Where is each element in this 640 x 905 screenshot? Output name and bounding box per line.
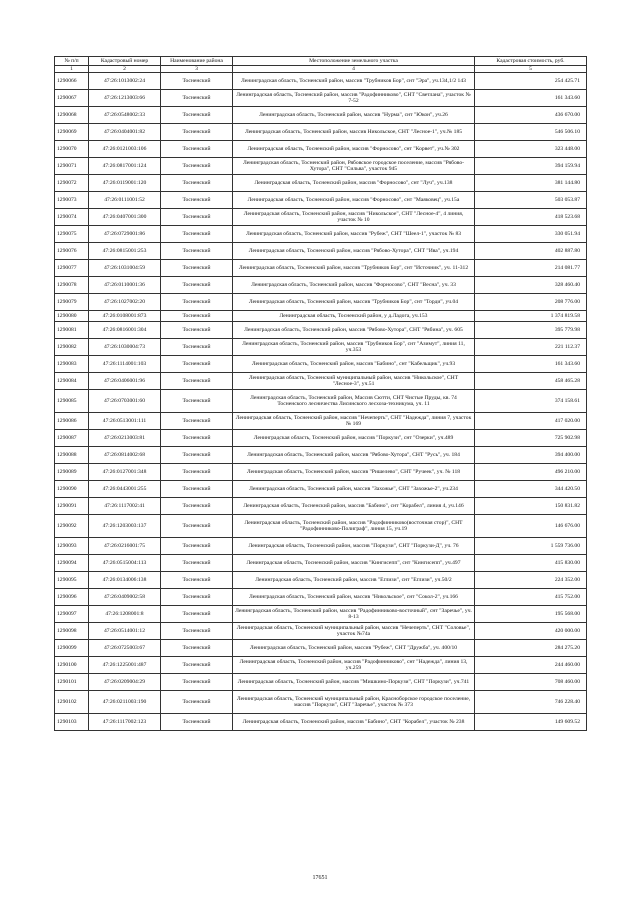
row-number-cell: 1290079: [55, 294, 89, 311]
row-number-cell: 1290078: [55, 277, 89, 294]
cadastral-value-cell: 1 374 819.58: [475, 311, 587, 322]
district-cell: Тосненский: [161, 498, 233, 515]
location-cell: Ленинградская область, Тосненский район, Массив Сютти, СНТ Чистые Пруды, кв. 74 Тосненского лесничества Лисинского лесхоза-техникума, уч. 11: [233, 390, 475, 413]
district-cell: Тосненский: [161, 322, 233, 339]
table-row: [55, 606, 587, 623]
cadastral-value-cell: 725 902.98: [475, 430, 587, 447]
row-number-cell: 1290086: [55, 413, 89, 430]
location-cell: Ленинградская область, Тосненский район, массив "Ришелево", СНТ "Ручеек", уч. № 118: [233, 464, 475, 481]
district-cell: Тосненский: [161, 464, 233, 481]
location-cell: Ленинградская область, Тосненский муниципальный район, Красноборское городское поселение, массив "Поркузи", СНТ "Заречье", участок № 373: [233, 691, 475, 714]
district-cell: Тосненский: [161, 481, 233, 498]
cadastral-number-cell: 47:26:0725003:67: [89, 640, 161, 657]
location-cell: Ленинградская область, Тосненский район, массив "Форносово", снт "Луч", уч.138: [233, 175, 475, 192]
row-number-cell: 1290069: [55, 124, 89, 141]
row-number-cell: 1290068: [55, 107, 89, 124]
table-row: [55, 243, 587, 260]
location-cell: Ленинградская область, Тосненский район, массив "Радофинниково-восточный", снт "Заречье", уч. 8-13: [233, 606, 475, 623]
row-number-cell: 1290072: [55, 175, 89, 192]
row-number-cell: 1290077: [55, 260, 89, 277]
location-cell: Ленинградская область, Тосненский район, массив "Бабино", СНТ "Корабел", участок № 238: [233, 714, 475, 731]
cadastral-value-cell: 395 779.98: [475, 322, 587, 339]
row-number-cell: 1290100: [55, 657, 89, 674]
cadastral-value-cell: 418 523.68: [475, 209, 587, 226]
location-cell: Ленинградская область, Тосненский район, массив "Нечеперть", СНТ "Надежда", линия 7, участок № 169: [233, 413, 475, 430]
table-row: [55, 192, 587, 209]
cadastral-number-cell: 47:26:1203003:137: [89, 515, 161, 538]
location-cell: Ленинградская область, Тосненский район, Рябовское городское поселение, массив "Рябово-Хутора", СНТ "Сильва", участок 945: [233, 158, 475, 175]
district-cell: Тосненский: [161, 73, 233, 90]
row-number-cell: 1290102: [55, 691, 89, 714]
row-number-cell: 1290092: [55, 515, 89, 538]
district-cell: Тосненский: [161, 175, 233, 192]
cadastral-value-cell: 374 158.61: [475, 390, 587, 413]
row-number-cell: 1290095: [55, 572, 89, 589]
table-row: [55, 464, 587, 481]
district-cell: Тосненский: [161, 90, 233, 107]
row-number-cell: 1290090: [55, 481, 89, 498]
cadastral-number-cell: 47:26:0815001:253: [89, 243, 161, 260]
row-number-cell: 1290076: [55, 243, 89, 260]
cadastral-number-cell: 47:26:0404001:82: [89, 124, 161, 141]
location-cell: Ленинградская область, Тосненский район, массив "Трубников Бор", снт "Источник", уч. 11-312: [233, 260, 475, 277]
table-row: [55, 640, 587, 657]
location-cell: Ленинградская область, Тосненский район, массив "Поркузи", снт "Озерки", уч.489: [233, 430, 475, 447]
row-number-cell: 1290091: [55, 498, 89, 515]
location-cell: Ленинградская область, Тосненский район, массив "Трубников Бор", снт "Эра", уч.134,1/2 143: [233, 73, 475, 90]
table-row: [55, 691, 587, 714]
table-row: [55, 657, 587, 674]
district-cell: Тосненский: [161, 141, 233, 158]
district-cell: Тосненский: [161, 538, 233, 555]
district-cell: Тосненский: [161, 294, 233, 311]
cadastral-value-cell: 344 420.50: [475, 481, 587, 498]
location-cell: Ленинградская область, Тосненский район, массив "Никольское", СНТ "Лесное-4", 4 линия, участок № 10: [233, 209, 475, 226]
location-cell: Ленинградская область, Тосненский район, массив "Форносово", снт "Корвет", уч.№ 302: [233, 141, 475, 158]
cadastral-value-cell: 394 400.00: [475, 447, 587, 464]
table-row: [55, 390, 587, 413]
header-district: Наименование района: [161, 57, 233, 66]
row-number-cell: 1290088: [55, 447, 89, 464]
row-number-cell: 1290082: [55, 339, 89, 356]
cadastral-value-cell: 1 559 736.00: [475, 538, 587, 555]
location-cell: Ленинградская область, Тосненский район, массив "Нурма", снт "Юкон", уч.26: [233, 107, 475, 124]
column-index: 1: [55, 66, 89, 73]
district-cell: Тосненский: [161, 226, 233, 243]
cadastral-number-cell: 47:26:0514001:12: [89, 623, 161, 640]
location-cell: Ленинградская область, Тосненский район, массив "Радофинниково", СНТ "Светлана", участок № 7-52: [233, 90, 475, 107]
cadastral-value-cell: 436 670.00: [475, 107, 587, 124]
cadastral-value-cell: 284 275.20: [475, 640, 587, 657]
cadastral-value-cell: 254 425.71: [475, 73, 587, 90]
district-cell: Тосненский: [161, 430, 233, 447]
table-row: [55, 322, 587, 339]
location-cell: Ленинградская область, Тосненский район, массив "Трубников Бор", снт "Торди", уч.04: [233, 294, 475, 311]
cadastral-number-cell: 47:26:0213003:81: [89, 430, 161, 447]
column-index: 5: [475, 66, 587, 73]
cadastral-number-cell: 47:26:0110001:36: [89, 277, 161, 294]
cadastral-number-cell: 47:26:0814002:68: [89, 447, 161, 464]
district-cell: Тосненский: [161, 657, 233, 674]
table-row: [55, 175, 587, 192]
table-row: [55, 413, 587, 430]
location-cell: Ленинградская область, Тосненский район, массив "Форносово", снт "Маяковец", уч.15а: [233, 192, 475, 209]
header-cadastral-value: Кадастровая стоимость, руб.: [475, 57, 587, 66]
cadastral-number-cell: 47:26:1027002:20: [89, 294, 161, 311]
row-number-cell: 1290080: [55, 311, 89, 322]
cadastral-value-cell: 708 460.00: [475, 674, 587, 691]
location-cell: Ленинградская область, Тосненский район, массив "Захожье", СНТ "Захожье-2", уч.234: [233, 481, 475, 498]
row-number-cell: 1290103: [55, 714, 89, 731]
cadastral-table-sheet: [54, 56, 586, 731]
location-cell: Ленинградская область, Тосненский район, массив "Поркузи", СНТ "Поркузи-Д", уч. 76: [233, 538, 475, 555]
table-row: [55, 158, 587, 175]
row-number-cell: 1290101: [55, 674, 89, 691]
table-row: [55, 623, 587, 640]
cadastral-value-cell: 415 752.00: [475, 589, 587, 606]
cadastral-number-cell: 47:26:0121003:106: [89, 141, 161, 158]
cadastral-value-cell: 746 228.40: [475, 691, 587, 714]
cadastral-number-cell: 47:26:0108001:873: [89, 311, 161, 322]
cadastral-number-cell: 47:26:0513001:111: [89, 413, 161, 430]
table-row: [55, 589, 587, 606]
cadastral-number-cell: 47:26:1030004:73: [89, 339, 161, 356]
row-number-cell: 1290067: [55, 90, 89, 107]
location-cell: Ленинградская область, Тосненский район, массив "Бабино", снт "Корабел", линия 4, уч.146: [233, 498, 475, 515]
cadastral-number-cell: 47:26:1213003:66: [89, 90, 161, 107]
table-row: [55, 73, 587, 90]
district-cell: Тосненский: [161, 674, 233, 691]
row-number-cell: 1290081: [55, 322, 89, 339]
cadastral-number-cell: 47:26:0443001:255: [89, 481, 161, 498]
cadastral-value-cell: 330 051.94: [475, 226, 587, 243]
table-row: [55, 209, 587, 226]
cadastral-value-cell: 546 506.10: [475, 124, 587, 141]
table-row: [55, 674, 587, 691]
cadastral-number-cell: 47:26:0548002:33: [89, 107, 161, 124]
location-cell: Ленинградская область, Тосненский район, массив "Никольское", снт "Сокол-2", уч.166: [233, 589, 475, 606]
location-cell: Ленинградская область, Тосненский муниципальный район, массив "Нечеперть", СНТ "Соловье", участок №74а: [233, 623, 475, 640]
row-number-cell: 1290071: [55, 158, 89, 175]
table-row: [55, 226, 587, 243]
header-cadastral-number: Кадастровый номер: [89, 57, 161, 66]
table-row: [55, 311, 587, 322]
column-index: 3: [161, 66, 233, 73]
table-row: [55, 356, 587, 373]
location-cell: Ленинградская область, Тосненский район, массив "Рубеж", СНТ "Шеел-1", участок № 83: [233, 226, 475, 243]
cadastral-value-cell: 214 081.77: [475, 260, 587, 277]
location-cell: Ленинградская область, Тосненский район, массив "Мишкино-Поркузи", СНТ "Поркузи", уч.741: [233, 674, 475, 691]
cadastral-value-cell: 417 020.00: [475, 413, 587, 430]
district-cell: Тосненский: [161, 243, 233, 260]
row-number-cell: 1290074: [55, 209, 89, 226]
row-number-cell: 1290093: [55, 538, 89, 555]
cadastral-number-cell: 47:26:1117002:41: [89, 498, 161, 515]
cadastral-number-cell: 47:26:1114001:103: [89, 356, 161, 373]
cadastral-value-cell: 224 352.00: [475, 572, 587, 589]
cadastral-number-cell: 47:26:0729001:86: [89, 226, 161, 243]
table-row: [55, 107, 587, 124]
row-number-cell: 1290089: [55, 464, 89, 481]
cadastral-number-cell: 47:26:1013002:24: [89, 73, 161, 90]
cadastral-number-cell: 47:26:0216001:75: [89, 538, 161, 555]
row-number-cell: 1290096: [55, 589, 89, 606]
location-cell: Ленинградская область, Тосненский район, массив "Трубников Бор", снт "Азимут", линия 11, уч.353: [233, 339, 475, 356]
table-row: [55, 447, 587, 464]
location-cell: Ленинградская область, Тосненский район, массив "Радофинниково(восточная стор)", СНТ "Радофинниково-Полиграф", линия 15, уч.19: [233, 515, 475, 538]
cadastral-number-cell: 47:26:1031004:59: [89, 260, 161, 277]
district-cell: Тосненский: [161, 373, 233, 390]
cadastral-value-cell: 381 144.80: [475, 175, 587, 192]
cadastral-number-cell: 47:26:0119001:120: [89, 175, 161, 192]
table-row: [55, 260, 587, 277]
table-row: [55, 538, 587, 555]
district-cell: Тосненский: [161, 555, 233, 572]
cadastral-number-cell: 47:26:0406001:96: [89, 373, 161, 390]
cadastral-value-cell: 150 831.82: [475, 498, 587, 515]
column-index-row: [55, 66, 587, 73]
row-number-cell: 1290066: [55, 73, 89, 90]
table-row: [55, 481, 587, 498]
district-cell: Тосненский: [161, 640, 233, 657]
cadastral-value-cell: 146 676.00: [475, 515, 587, 538]
cadastral-value-cell: 195 568.00: [475, 606, 587, 623]
cadastral-number-cell: 47:26:0134006:138: [89, 572, 161, 589]
location-cell: Ленинградская область, Тосненский район, массив "Рубеж", СНТ "Дружба", уч. 400/10: [233, 640, 475, 657]
location-cell: Ленинградская область, Тосненский район, массив "Форносово", СНТ "Весна", уч. 33: [233, 277, 475, 294]
cadastral-value-cell: 323 448.00: [475, 141, 587, 158]
table-row: [55, 498, 587, 515]
cadastral-value-cell: 458 465.28: [475, 373, 587, 390]
cadastral-value-cell: 415 830.00: [475, 555, 587, 572]
location-cell: Ленинградская область, Тосненский район, массив "Радофинниково", снт "Надежда", линия 13, уч.259: [233, 657, 475, 674]
district-cell: Тосненский: [161, 413, 233, 430]
cadastral-value-cell: 221 112.37: [475, 339, 587, 356]
cadastral-value-cell: 503 053.87: [475, 192, 587, 209]
cadastral-number-cell: 47:26:0703001:60: [89, 390, 161, 413]
header-location: Местоположение земельного участка: [233, 57, 475, 66]
column-index: 4: [233, 66, 475, 73]
table-row: [55, 430, 587, 447]
table-body: [55, 73, 587, 731]
cadastral-value-cell: 496 210.00: [475, 464, 587, 481]
cadastral-value-cell: 149 609.52: [475, 714, 587, 731]
cadastral-number-cell: 47:26:0407001:300: [89, 209, 161, 226]
cadastral-number-cell: 47:26:1225001:487: [89, 657, 161, 674]
location-cell: Ленинградская область, Тосненский район, массив "Рябово-Хутора", СНТ "Ива", уч.194: [233, 243, 475, 260]
cadastral-number-cell: 47:26:0515004:113: [89, 555, 161, 572]
location-cell: Ленинградская область, Тосненский район, у д.Ладога, уч.153: [233, 311, 475, 322]
district-cell: Тосненский: [161, 192, 233, 209]
cadastral-value-cell: 402 887.80: [475, 243, 587, 260]
page-number: 17651: [312, 875, 328, 881]
row-number-cell: 1290094: [55, 555, 89, 572]
cadastral-value-cell: 328 460.40: [475, 277, 587, 294]
district-cell: Тосненский: [161, 277, 233, 294]
header-number: № п/п: [55, 57, 89, 66]
row-number-cell: 1290099: [55, 640, 89, 657]
cadastral-value-cell: 244 460.00: [475, 657, 587, 674]
row-number-cell: 1290085: [55, 390, 89, 413]
cadastral-value-cell: 394 159.94: [475, 158, 587, 175]
row-number-cell: 1290070: [55, 141, 89, 158]
district-cell: Тосненский: [161, 209, 233, 226]
cadastral-number-cell: 47:26:1117002:123: [89, 714, 161, 731]
row-number-cell: 1290083: [55, 356, 89, 373]
table-row: [55, 373, 587, 390]
cadastral-number-cell: 47:26:0209004:29: [89, 674, 161, 691]
table-row: [55, 515, 587, 538]
district-cell: Тосненский: [161, 107, 233, 124]
district-cell: Тосненский: [161, 124, 233, 141]
cadastral-number-cell: 47:26:0816001:304: [89, 322, 161, 339]
table-row: [55, 294, 587, 311]
location-cell: Ленинградская область, Тосненский район, массив Никольское, СНТ "Лесное-1", уч.№ 185: [233, 124, 475, 141]
district-cell: Тосненский: [161, 447, 233, 464]
district-cell: Тосненский: [161, 606, 233, 623]
column-index: 2: [89, 66, 161, 73]
cadastral-value-cell: 161 343.60: [475, 356, 587, 373]
district-cell: Тосненский: [161, 260, 233, 277]
row-number-cell: 1290073: [55, 192, 89, 209]
row-number-cell: 1290087: [55, 430, 89, 447]
cadastral-number-cell: 47:26:0111001:52: [89, 192, 161, 209]
table-row: [55, 714, 587, 731]
location-cell: Ленинградская область, Тосненский район, массив "Рябово-Хутора", СНТ "Рябина", уч. 605: [233, 322, 475, 339]
cadastral-value-cell: 161 343.60: [475, 90, 587, 107]
district-cell: Тосненский: [161, 339, 233, 356]
district-cell: Тосненский: [161, 390, 233, 413]
district-cell: Тосненский: [161, 572, 233, 589]
row-number-cell: 1290075: [55, 226, 89, 243]
cadastral-value-cell: 208 776.00: [475, 294, 587, 311]
district-cell: Тосненский: [161, 623, 233, 640]
cadastral-value-cell: 420 000.00: [475, 623, 587, 640]
district-cell: Тосненский: [161, 589, 233, 606]
table-row: [55, 90, 587, 107]
cadastral-number-cell: 47:26:1208001:8: [89, 606, 161, 623]
table-row: [55, 277, 587, 294]
table-row: [55, 141, 587, 158]
location-cell: Ленинградская область, Тосненский район, массив "Рябово-Хутора", СНТ "Русь", уч. 184: [233, 447, 475, 464]
district-cell: Тосненский: [161, 158, 233, 175]
cadastral-number-cell: 47:26:0409002:58: [89, 589, 161, 606]
cadastral-table: [54, 56, 587, 731]
cadastral-number-cell: 47:26:0127001:348: [89, 464, 161, 481]
district-cell: Тосненский: [161, 714, 233, 731]
location-cell: Ленинградская область, Тосненский район, массив "Еглизи", снт "Еглизи", уч.50/2: [233, 572, 475, 589]
table-row: [55, 339, 587, 356]
location-cell: Ленинградская область, Тосненский район, массив "Кингисепп", снт "Кингисепп", уч.497: [233, 555, 475, 572]
cadastral-number-cell: 47:26:0817001:124: [89, 158, 161, 175]
row-number-cell: 1290097: [55, 606, 89, 623]
table-row: [55, 555, 587, 572]
table-row: [55, 572, 587, 589]
location-cell: Ленинградская область, Тосненский муниципальный район, массив "Никольское", СНТ "Лесное-3", уч.51: [233, 373, 475, 390]
district-cell: Тосненский: [161, 515, 233, 538]
district-cell: Тосненский: [161, 356, 233, 373]
cadastral-number-cell: 47:26:0211003:190: [89, 691, 161, 714]
header-row: [55, 57, 587, 66]
district-cell: Тосненский: [161, 691, 233, 714]
location-cell: Ленинградская область, Тосненский район, массив "Бабино", снт "Кабельщик", уч.93: [233, 356, 475, 373]
district-cell: Тосненский: [161, 311, 233, 322]
row-number-cell: 1290084: [55, 373, 89, 390]
table-row: [55, 124, 587, 141]
row-number-cell: 1290098: [55, 623, 89, 640]
